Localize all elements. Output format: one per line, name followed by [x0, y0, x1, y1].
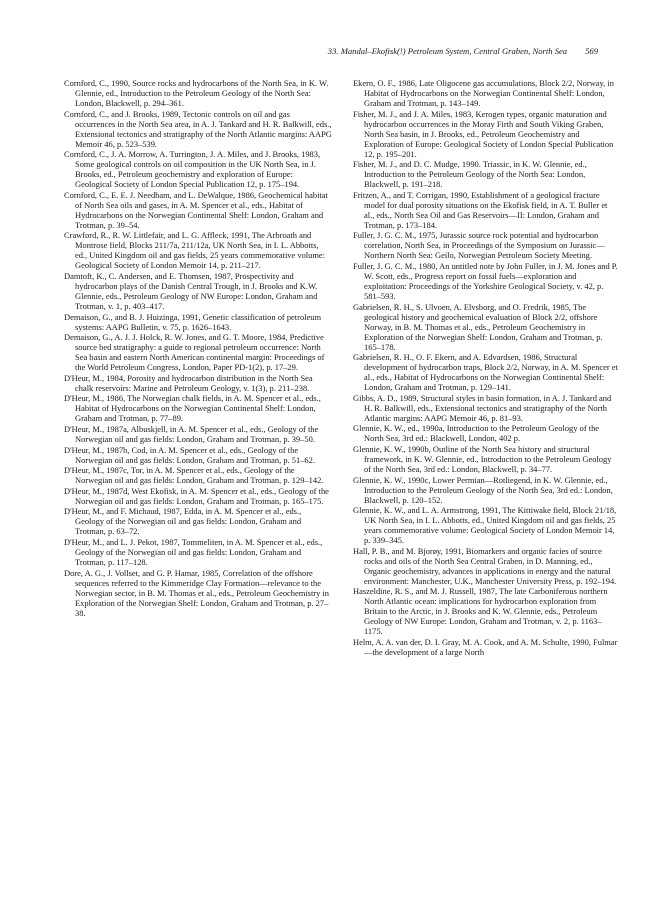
reference-entry: Glennie, K. W., ed., 1990a, Introduction to the Petroleum Geology of the North Sea, 3rd ed.: Blackwell, London, 402 p.	[353, 423, 600, 444]
reference-entry: Haszeldine, R. S., and M. J. Russell, 1987, The late Carboniferous northern North Atlantic ocean: implications for hydrocarbon exploration from Britain to the Arctic, in J. Brooks and K. W. Glennie, eds., Petroleum Geology of NW Europe: London, Graham and Trotman, v. 2, p. 1163–1175.	[353, 586, 608, 637]
reference-entry: Fuller, J. G. C. M., 1975, Jurassic source rock potential and hydrocarbon correlation, North Sea, in Proceedings of the Symposium on Jurassic—Northern North Sea: Geilo, Norwegian Petroleum Society Meeting.	[353, 230, 605, 261]
running-header	[60, 46, 598, 56]
reference-entry: D'Heur, M., 1986, The Norwegian chalk fields, in A. M. Spencer et al., eds., Habitat of Hydrocarbons on the Norwegian Continental Shelf: London, Graham and Trotman, p. 77–89.	[64, 393, 321, 424]
reference-entry: Glennie, K. W., 1990c, Lower Permian—Rotliegend, in K. W. Glennie, ed., Introduction to the Petroleum Geology of the North Sea, 3rd ed.: London, Blackwell, p. 120–152.	[353, 474, 613, 505]
reference-entry: Hall, P. B., and M. Bjorøy, 1991, Biomarkers and organic facies of source rocks and oils of the North Sea Central Graben, in D. Manning, ed., Organic geochemistry, advances in applications in energy and the natural environment: Manchester, U.K., Manchester University Press, p. 192–194.	[353, 545, 617, 586]
reference-entry: D'Heur, M., 1987a, Albuskjell, in A. M. Spencer et al., eds., Geology of the Norwegian oil and gas fields: London, Graham and Trotman, p. 39–50.	[64, 423, 319, 444]
reference-entry: D'Heur, M., 1984, Porosity and hydrocarbon distribution in the North Sea chalk reservoirs: Marine and Petroleum Geology, v. 1(3), p. 211–238.	[64, 372, 313, 393]
reference-entry: Demaison, G., and B. J. Huizinga, 1991, Genetic classification of petroleum systems: AAPG Bulletin, v. 75, p. 1626–1643.	[64, 311, 322, 332]
reference-entry: Fritzen, A., and T. Corrigan, 1990, Establishment of a geological fracture model for dual porosity situations on the Ekofisk field, in A. T. Buller et al., eds., North Sea Oil and Gas Reservoirs—II: London, Graham and Trotman, p. 173–184.	[353, 189, 608, 230]
reference-entry: Cornford, C., and J. Brooks, 1989, Tectonic controls on oil and gas occurrences in the North Sea area, in A. J. Tankard and H. R. Balkwill, eds., Extensional tectonics and stratigraphy of the North Atlantic margins: AAPG Memoir 46, p. 523–539.	[64, 108, 332, 149]
reference-entry: Ekern, O. F., 1986, Late Oligocene gas accumulations, Block 2/2, Norway, in Habitat of Hydrocarbons on the Norwegian Continental Shelf: London, Graham and Trotman, p. 143–149.	[353, 78, 614, 108]
reference-entry: Gabrielsen, R. H., O. F. Ekern, and A. Edvardsen, 1986, Structural development of hydrocarbon traps, Block 2/2, Norway, in A. M. Spencer et al., eds., Habitat of Hydrocarbons on the Norwegian Continental Shelf: London, Graham and Trotman, p. 129–141.	[353, 352, 618, 393]
reference-entry: D'Heur, M., and L. J. Pekot, 1987, Tommeliten, in A. M. Spencer et al., eds., Geology of the Norwegian oil and gas fields: London, Graham and Trotman, p. 117–128.	[64, 536, 323, 567]
reference-entry: Glennie, K. W., and L. A. Armstrong, 1991, The Kittiwake field, Block 21/18, UK North Sea, in I. L. Abbotts, ed., United Kingdom oil and gas fields, 25 years commemorative volume: Geological Society of London Memoir 14, p. 339–345.	[353, 505, 617, 546]
reference-entry: Gibbs, A. D., 1989, Structural styles in basin formation, in A. J. Tankard and H. R. Balkwill, eds., Extensional tectonics and stratigraphy of the North Atlantic margins: AAPG Memoir 46, p. 81–93.	[353, 392, 612, 423]
reference-entry: Fuller, J. G. C. M., 1980, An untitled note by John Fuller, in J. M. Jones and P. W. Scott, eds., Progress report on fossil fuels—exploration and exploitation: Proceedings of the Yorkshire Geological Society, v. 42, p. 581–593.	[353, 260, 618, 301]
reference-entry: D'Heur, M., and F. Michaud, 1987, Edda, in A. M. Spencer et al., eds., Geology of the Norwegian oil and gas fields: London, Graham and Trotman, p. 63–72.	[64, 506, 302, 537]
reference-entry: D'Heur, M., 1987d, West Ekofisk, in A. M. Spencer et al., eds., Geology of the Norwegian oil and gas fields: London, Graham and Trotman, p. 165–175.	[64, 485, 329, 506]
references-left-column	[64, 78, 332, 618]
reference-entry: D'Heur, M., 1987b, Cod, in A. M. Spencer et al., eds., Geology of the Norwegian oil and gas fields: London, Graham and Trotman, p. 51–62.	[64, 444, 315, 465]
reference-entry: D'Heur, M., 1987c, Tor, in A. M. Spencer et al., eds., Geology of the Norwegian oil and gas fields: London, Graham and Trotman, p. 129–142.	[64, 465, 324, 486]
reference-entry: Cornford, C., 1990, Source rocks and hydrocarbons of the North Sea, in K. W. Glennie, ed., Introduction to the Petroleum Geology of the North Sea: London, Blackwell, p. 294–361.	[64, 78, 329, 108]
reference-entry: Glennie, K. W., 1990b, Outline of the North Sea history and structural framework, in K. W. Glennie, ed., Introduction to the Petroleum Geology of the North Sea, 3rd ed.: London, Blackwell, p. 34–77.	[353, 443, 612, 474]
reference-entry: Damtoft, K., C. Andersen, and E. Thomsen, 1987, Prospectivity and hydrocarbon plays of the Danish Central Trough, in J. Brooks and K.W. Glennie, eds., Petroleum Geology of NW Europe: London, Graham and Trotman, v. 1, p. 403–417.	[64, 270, 318, 311]
reference-entry: Cornford, C., E. E. J. Needham, and L. DeWalque, 1986, Geochemical habitat of North Sea oils and gases, in A. M. Spencer et al., eds., Habitat of Hydrocarbons on the Norwegian Continental Shelf: London, Graham and Trotman, p. 39–54.	[64, 189, 328, 230]
reference-entry: Helm, A. A. van der, D. I. Gray, M. A. Cook, and A. M. Schulte, 1990, Fulmar—the development of a large North	[353, 636, 618, 657]
reference-entry: Fisher, M. J., and D. C. Mudge, 1990. Triassic, in K. W. Glennie, ed., Introduction to the Petroleum Geology of the North Sea: London, Blackwell, p. 191–218.	[353, 159, 587, 190]
page-number: 569	[585, 46, 598, 56]
reference-entry: Gabrielsen, R. H., S. Ulvoen, A. Elvsborg, and O. Fredrik, 1985, The geological history and geochemical evaluation of Block 2/2, offshore Norway, in B. M. Thomas et al., eds., Petroleum Geochemistry in Exploration of the Norwegian Shelf: London, Graham and Trotman, p. 165–178.	[353, 301, 603, 352]
reference-entry: Dore, A. G., J. Vollset, and G. P. Hamar, 1985, Correlation of the offshore sequences referred to the Kimmeridge Clay Formation—relevance to the Norwegian sector, in B. M. Thomas et al., eds., Petroleum Geochemistry in Exploration of the Norwegian Shelf: London, Graham and Trotman, p. 27–38.	[64, 567, 329, 618]
reference-entry: Fisher, M. J., and J. A. Miles, 1983, Kerogen types, organic maturation and hydrocarbon occurrences in the Moray Firth and South Viking Graben, North Sea basin, in J. Brooks, ed., Petroleum Geochemistry and Exploration of Europe: Geological Society of London Special Publication 12, p. 195–201.	[353, 108, 614, 159]
reference-entry: Cornford, C., J. A. Morrow, A. Turrington, J. A. Miles, and J. Brooks, 1983, Some geological controls on oil composition in the UK North Sea, in J. Brooks, ed., Petroleum geochemistry and exploration of Europe: Geological Society of London Special Publication 12, p. 175–194.	[64, 149, 321, 190]
reference-entry: Crawford, R., R. W. Littlefair, and L. G. Affleck, 1991, The Arbroath and Montrose field, Blocks 211/7a, 211/12a, UK North Sea, in I. L. Abbotts, ed., United Kingdom oil and gas fields, 25 years commemorative volume: Geological Society of London Memoir 14, p. 211–217.	[64, 230, 326, 271]
reference-entry: Demaison, G., A. J. J. Holck, R. W. Jones, and G. T. Moore, 1984, Predictive source bed stratigraphy: a guide to regional petroleum occurrence: North Sea basin and eastern North American continental margin: Proceedings of the World Petroleum Congress, London, Paper PD-1(2), p. 17–29.	[64, 332, 325, 373]
references-right-column	[353, 78, 618, 658]
running-title: 33. Mandal–Ekofisk(!) Petroleum System, Central Graben, North Sea	[327, 46, 568, 56]
